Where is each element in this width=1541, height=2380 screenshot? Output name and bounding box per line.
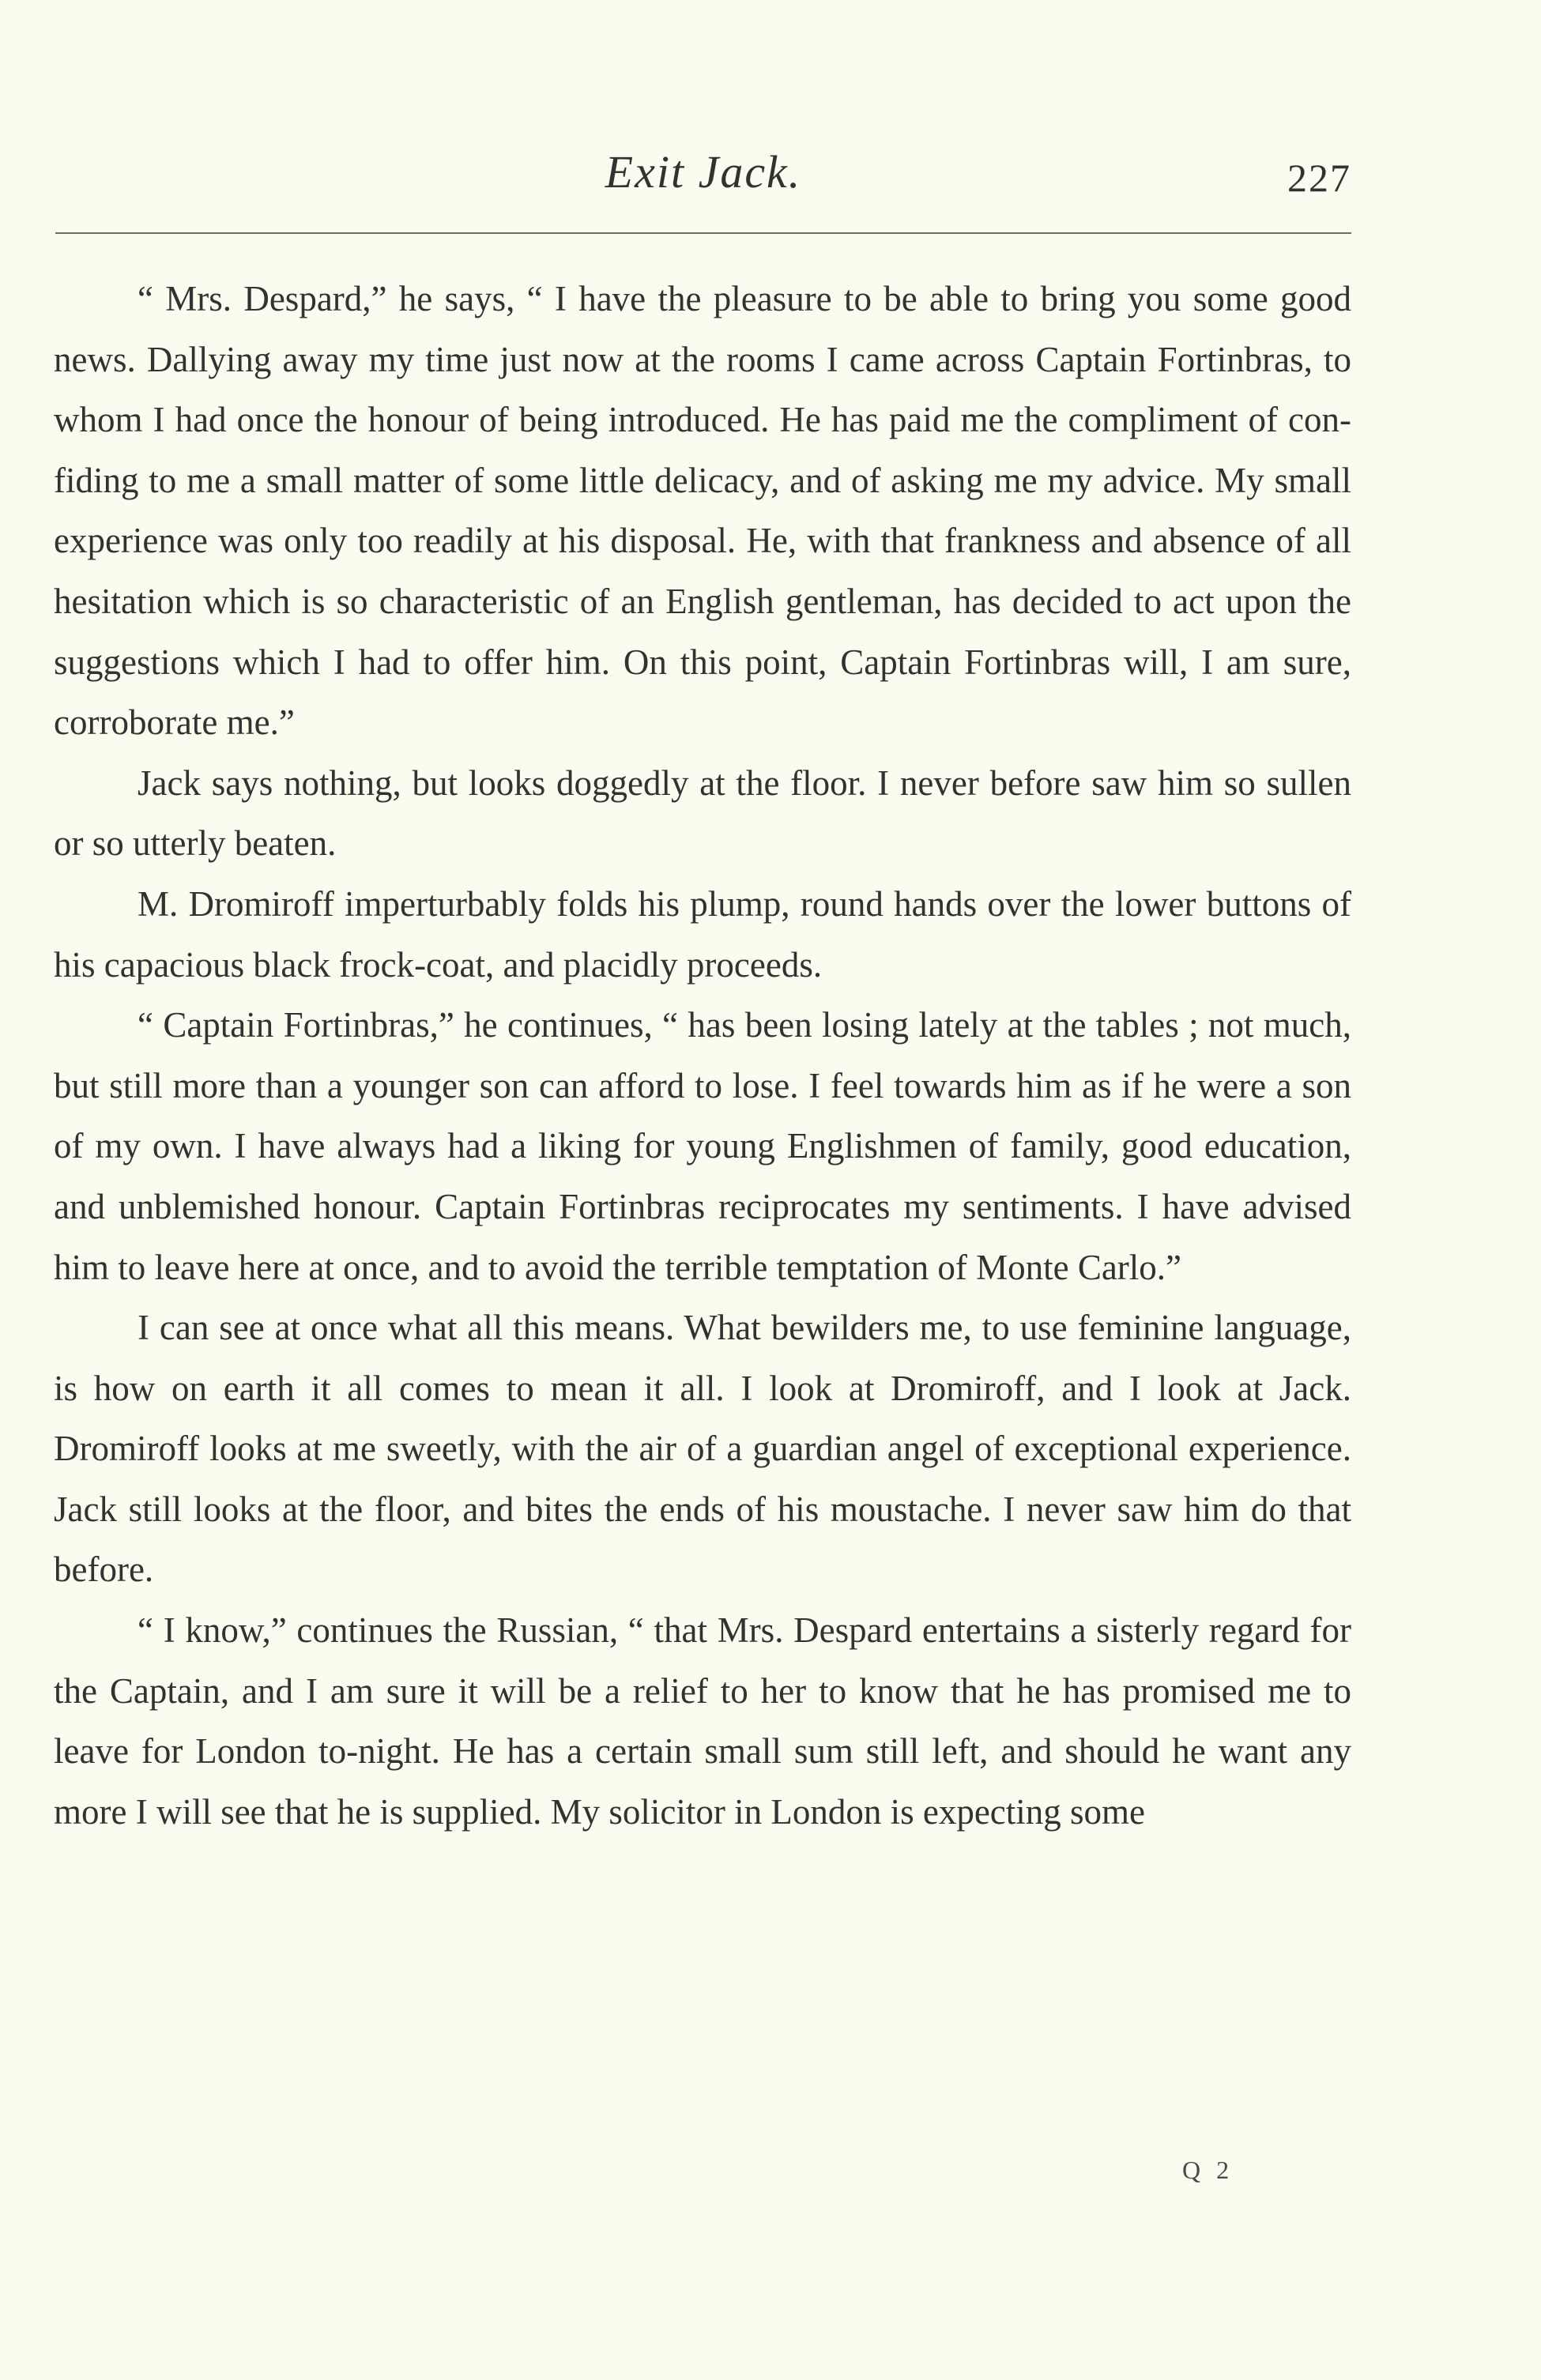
- body-text: [54, 269, 1351, 1842]
- paragraph: “ Mrs. Despard,” he says, “ I have the pleasure to be able to bring you some good news. Dallying away my time just now at the rooms I came across Captain Fortinbras, to whom I had once the honour of being introduced. He has paid me the compliment of confiding to me a small matter of some little delicacy, and of asking me my advice. My small experience was only too readily at his disposal. He, with that frankness and absence of all hesitation which is so characteristic of an English gentleman, has decided to act upon the suggestions which I had to offer him. On this point, Captain Fortinbras will, I am sure, corroborate me.”: [54, 279, 1351, 743]
- header-rule: [55, 232, 1351, 234]
- running-title: Exit Jack.: [605, 146, 802, 198]
- paragraph: I can see at once what all this means. What bewilders me, to use feminine language, is how on earth it all comes to mean it all. I look at Dromiroff, and I look at Jack. Dromiroff looks at me sweetly, with the air of a guardian angel of exceptional experience. Jack still looks at the floor, and bites the ends of his moustache. I never saw him do that before.: [54, 1308, 1351, 1590]
- running-head: [55, 142, 1351, 213]
- paragraph: “ Captain Fortinbras,” he continues, “ has been losing lately at the tables ; not much, but still more than a younger son can afford to lose. I feel towards him as if he were a son of my own. I have always had a liking for young Englishmen of family, good education, and unblemished honour. Captain Fortinbras reciprocates my sentiments. I have advised him to leave here at once, and to avoid the terrible temptation of Monte Carlo.”: [54, 1005, 1351, 1287]
- paragraph: “ I know,” continues the Russian, “ that Mrs. Despard entertains a sisterly regard for the Captain, and I am sure it will be a relief to her to know that he has promised me to leave for London to-night. He has a certain small sum still left, and should he want any more I will see that he is supplied. My solicitor in London is expecting some: [54, 1610, 1351, 1832]
- paragraph: M. Dromiroff imperturbably folds his plump, round hands over the lower buttons of his capacious black frock-coat, and placidly proceeds.: [54, 883, 1351, 985]
- signature-mark: Q 2: [1182, 2156, 1234, 2184]
- page-number: 227: [1287, 156, 1351, 200]
- paragraph: Jack says nothing, but looks doggedly at the floor. I never before saw him so sullen or so utterly beaten.: [54, 763, 1351, 864]
